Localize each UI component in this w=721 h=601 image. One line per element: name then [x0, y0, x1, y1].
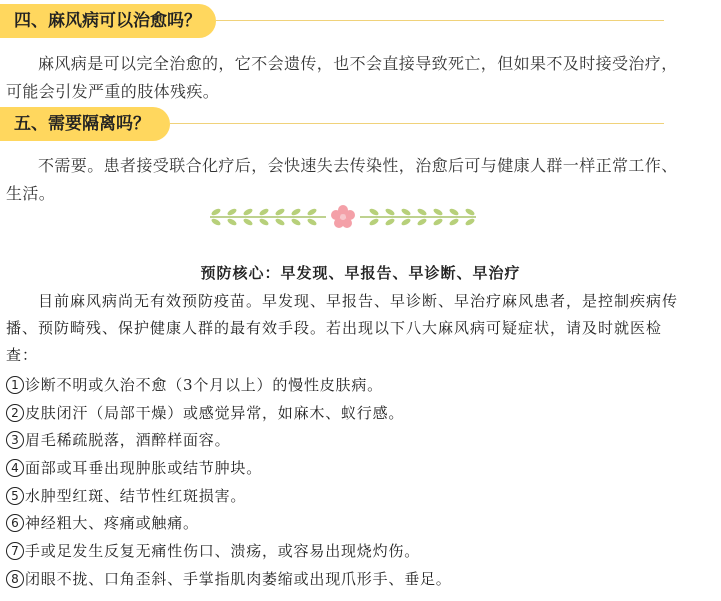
symptom-item: [6, 375, 696, 395]
symptom-item: [6, 403, 696, 423]
symptom-text: 面部或耳垂出现肿胀或结节肿块。: [25, 459, 263, 477]
symptom-item: [6, 569, 696, 589]
circled-number: 3: [6, 431, 24, 449]
symptom-text: 皮肤闭汗（局部干燥）或感觉异常，如麻木、蚁行感。: [25, 404, 405, 422]
symptom-text: 水肿型红斑、结节性红斑损害。: [25, 487, 247, 505]
heading-rule: [216, 20, 664, 21]
prevention-title: 预防核心：早发现、早报告、早诊断、早治疗: [200, 264, 521, 282]
symptom-text: 眉毛稀疏脱落，酒醉样面容。: [25, 431, 231, 449]
symptom-item: [6, 486, 696, 506]
symptom-text: 手或足发生反复无痛性伤口、溃疡，或容易出现烧灼伤。: [25, 542, 421, 560]
symptom-item: [6, 541, 696, 561]
symptom-text: 诊断不明或久治不愈（3个月以上）的慢性皮肤病。: [25, 376, 383, 394]
circled-number: 6: [6, 514, 24, 532]
circled-number: 5: [6, 487, 24, 505]
symptom-text: 神经粗大、疼痛或触痛。: [25, 514, 199, 532]
symptom-item: [6, 513, 696, 533]
prevention-intro: 目前麻风病尚无有效预防疫苗。早发现、早报告、早诊断、早治疗麻风患者，是控制疾病传播、预防畸残、保护健康人群的最有效手段。若出现以下八大麻风病可疑症状，请及时就医检查：: [6, 292, 679, 364]
circled-number: 8: [6, 570, 24, 588]
circled-number: 2: [6, 404, 24, 422]
section-5-body: 不需要。患者接受联合化疗后，会快速失去传染性，治愈后可与健康人群一样正常工作、生活。: [6, 156, 678, 203]
circled-number: 4: [6, 459, 24, 477]
section-5-heading-label: 五、需要隔离吗？: [0, 107, 170, 141]
section-4-heading: [0, 4, 664, 38]
circled-number: 1: [6, 376, 24, 394]
heading-rule: [170, 123, 664, 124]
section-4-heading-label: 四、麻风病可以治愈吗？: [0, 4, 216, 38]
section-4-body: 麻风病是可以完全治愈的，它不会遗传，也不会直接导致死亡，但如果不及时接受治疗，可能会引发严重的肢体残疾。: [6, 54, 678, 101]
symptom-text: 闭眼不拢、口角歪斜、手掌指肌肉萎缩或出现爪形手、垂足。: [25, 570, 452, 588]
section-5-heading: [0, 107, 664, 141]
symptom-item: [6, 430, 696, 450]
circled-number: 7: [6, 542, 24, 560]
floral-divider-icon: [206, 203, 480, 231]
symptom-item: [6, 458, 696, 478]
